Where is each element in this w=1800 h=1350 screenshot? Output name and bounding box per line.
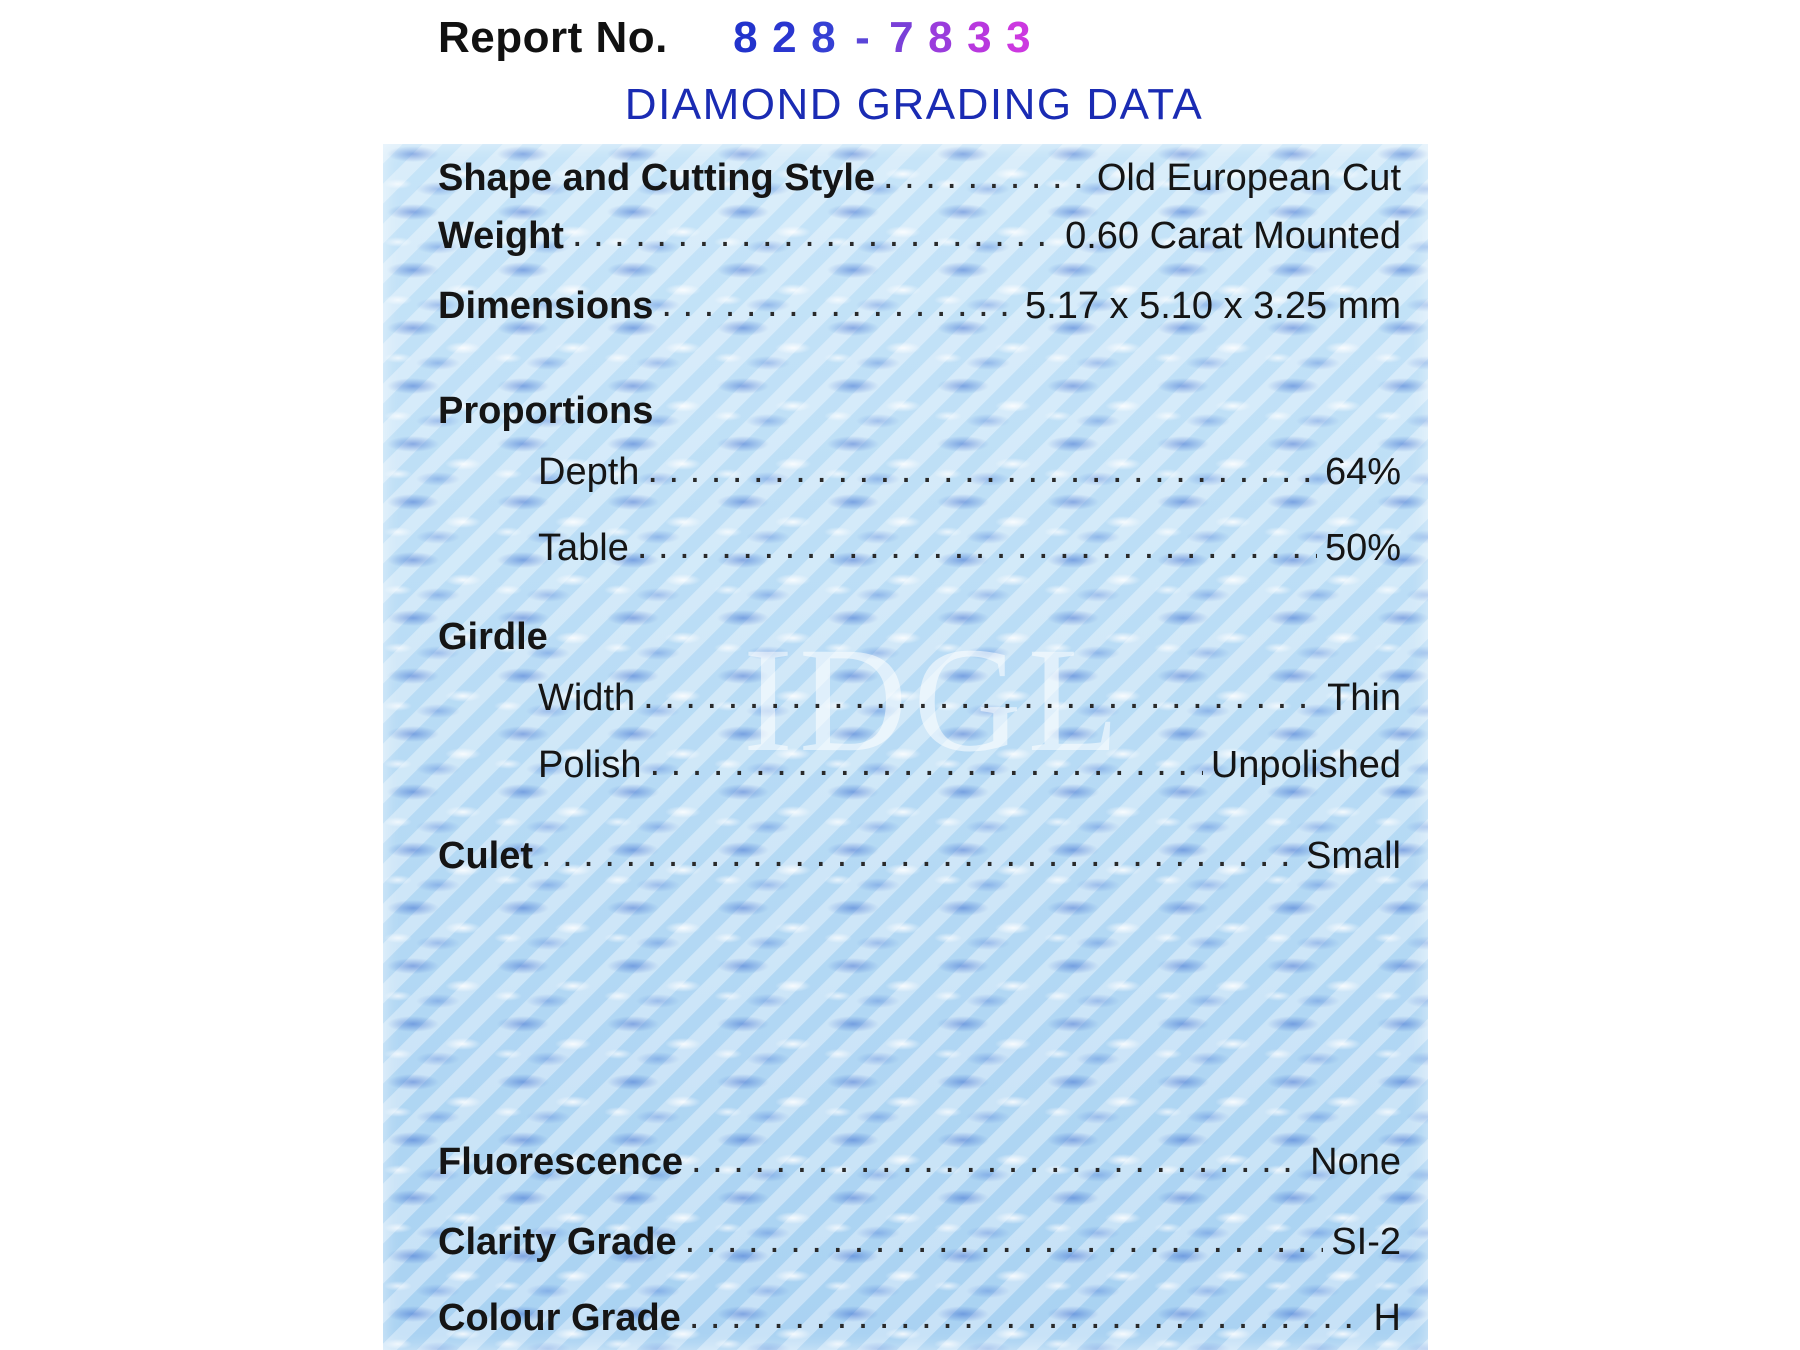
dot-leader <box>691 1139 1302 1182</box>
dot-leader <box>637 525 1317 568</box>
report-number-digit: 7 <box>889 13 914 62</box>
fluorescence-value: None <box>1310 1141 1401 1183</box>
girdle-heading: Girdle <box>438 616 548 658</box>
culet-row <box>438 828 1401 878</box>
dot-leader <box>689 1295 1366 1338</box>
girdle-polish-label: Polish <box>538 744 642 786</box>
clarity-label: Clarity Grade <box>438 1221 677 1263</box>
document-heading: DIAMOND GRADING DATA <box>624 80 1204 129</box>
dot-leader <box>661 283 1017 326</box>
proportions-heading: Proportions <box>438 390 654 432</box>
culet-label: Culet <box>438 835 533 877</box>
girdle-polish-row <box>438 737 1401 787</box>
dot-leader <box>541 833 1298 876</box>
table-value: 50% <box>1324 527 1401 569</box>
girdle-polish-value: Unpolished <box>1210 744 1401 786</box>
clarity-value: SI-2 <box>1331 1221 1401 1263</box>
dimensions-value: 5.17 x 5.10 x 3.25 mm <box>1025 285 1401 327</box>
dimensions-label: Dimensions <box>438 285 654 327</box>
report-number-header <box>438 6 1038 70</box>
shape-label: Shape and Cutting Style <box>438 157 876 199</box>
dot-leader <box>685 1219 1324 1262</box>
girdle-width-row <box>438 670 1401 720</box>
report-number-digit: 2 <box>772 13 797 62</box>
report-number-value <box>726 13 1038 63</box>
report-number-label: Report No. <box>438 13 668 62</box>
table-row <box>438 520 1401 570</box>
dot-leader <box>650 742 1203 785</box>
shape-row <box>438 150 1401 200</box>
weight-value: 0.60 Carat Mounted <box>1065 215 1401 257</box>
dot-leader <box>643 675 1319 718</box>
lab-watermark: IDGL <box>743 617 1126 783</box>
report-number-digit: 8 <box>811 13 836 62</box>
report-number-digit: - <box>855 13 870 62</box>
report-number-digit: 8 <box>733 13 758 62</box>
report-number-digit: 8 <box>928 13 953 62</box>
dot-leader <box>572 213 1057 256</box>
dot-leader <box>647 449 1317 492</box>
fluorescence-label: Fluorescence <box>438 1141 683 1183</box>
dot-leader <box>883 155 1089 198</box>
girdle-width-value: Thin <box>1327 677 1401 719</box>
depth-label: Depth <box>538 451 640 493</box>
grading-data-panel <box>383 144 1428 1350</box>
fluorescence-row <box>438 1134 1401 1184</box>
depth-row <box>438 444 1401 494</box>
culet-value: Small <box>1305 835 1401 877</box>
colour-label: Colour Grade <box>438 1297 681 1339</box>
colour-row <box>438 1290 1401 1340</box>
depth-value: 64% <box>1324 451 1401 493</box>
report-number-digit: 3 <box>1006 13 1031 62</box>
clarity-row <box>438 1214 1401 1264</box>
dimensions-row <box>438 278 1401 328</box>
girdle-width-label: Width <box>538 677 636 719</box>
colour-value: H <box>1373 1297 1401 1339</box>
table-label: Table <box>538 527 629 569</box>
weight-label: Weight <box>438 215 564 257</box>
shape-value: Old European Cut <box>1096 157 1401 199</box>
weight-row <box>438 208 1401 258</box>
report-number-digit: 3 <box>967 13 992 62</box>
